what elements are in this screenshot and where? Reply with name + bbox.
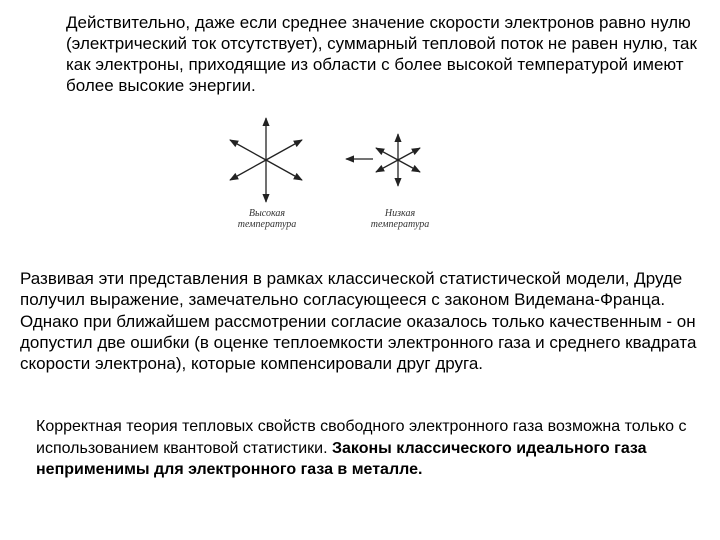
quantum-bold-text: Законы классического идеального газа неприменимы для электронного газа в металле. xyxy=(36,439,647,478)
arrow-down-right xyxy=(398,160,420,172)
arrow-up-right xyxy=(398,148,420,160)
velocity-diagram xyxy=(218,112,458,247)
arrow-up-right xyxy=(266,140,302,160)
intro-paragraph: Действительно, даже если среднее значение скорости электронов равно нулю (электрический ток отсутствует), суммарный тепловой поток не равен нулю, так как электроны, приходящие из области с более высокой температурой имеют более высокие энергии. xyxy=(66,13,697,95)
low-temperature-star xyxy=(376,134,420,186)
arrow-down-left xyxy=(376,160,398,172)
caption-line: температура xyxy=(237,219,297,230)
quantum-plain-text: Корректная теория тепловых свойств свободного электронного газа возможна только с использованием квантовой статистики. xyxy=(36,418,687,457)
quantum-paragraph xyxy=(36,416,706,481)
drude-paragraph: Развивая эти представления в рамках классической статистической модели, Друде получил выражение, замечательно согласующееся с законом Видемана-Франца. Однако при ближайшем рассмотрении согласие оказалось только качественным - он допустил две ошибки (в оценке теплоемкости электронного газа и среднего квадрата скорости электрона), которые компенсировали друг друга. xyxy=(20,269,697,374)
high-temperature-star xyxy=(230,118,302,202)
arrow-up-left xyxy=(230,140,266,160)
caption-line: Низкая xyxy=(384,208,416,219)
low-temperature-caption xyxy=(355,208,445,230)
caption-line: температура xyxy=(370,219,430,230)
caption-line: Высокая xyxy=(248,208,286,219)
arrow-down-right xyxy=(266,160,302,180)
high-temperature-caption xyxy=(222,208,312,230)
arrow-down-left xyxy=(230,160,266,180)
arrow-up-left xyxy=(376,148,398,160)
